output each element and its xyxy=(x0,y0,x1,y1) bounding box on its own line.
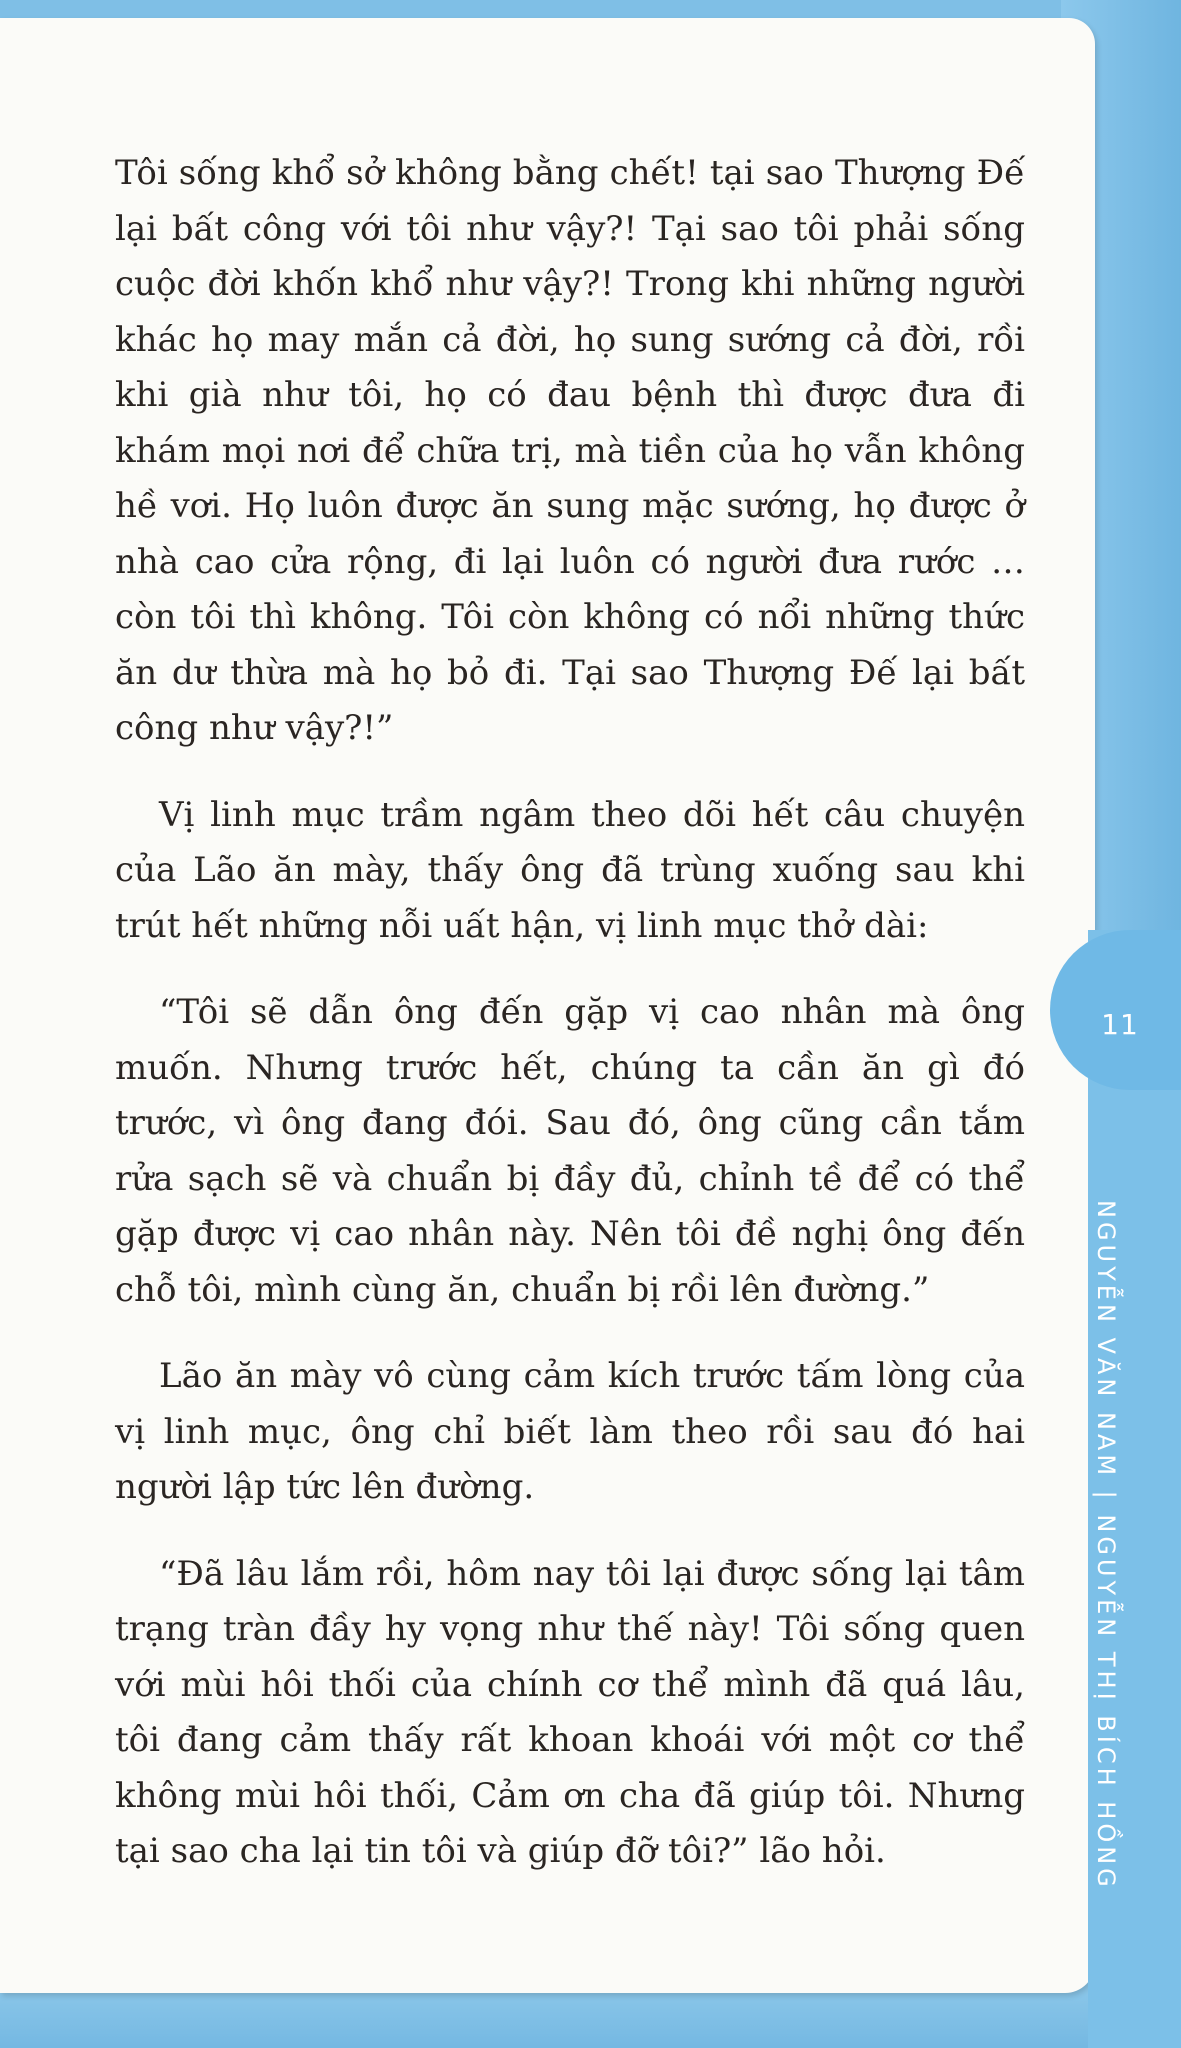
paragraph-2: Vị linh mục trầm ngâm theo dõi hết câu chuyện của Lão ăn mày, thấy ông đã trùng xuống sau khi trút hết những nỗi uất hận, vị linh mục thở dài: xyxy=(115,794,1025,946)
body-text xyxy=(115,146,1025,1911)
page-number: 11 xyxy=(1101,1008,1139,1041)
paragraph-3: “Tôi sẽ dẫn ông đến gặp vị cao nhân mà ông muốn. Nhưng trước hết, chúng ta cần ăn gì đó trước, vì ông đang đói. Sau đó, ông cũng cần tắm rửa sạch sẽ và chuẩn bị đầy đủ, chỉnh tề để có thể gặp được vị cao nhân này. Nên tôi đề nghị ông đến chỗ tôi, mình cùng ăn, chuẩn bị rồi lên đường.” xyxy=(115,992,1025,1310)
paragraph-4: Lão ăn mày vô cùng cảm kích trước tấm lòng của vị linh mục, ông chỉ biết làm theo rồi sau đó hai người lập tức lên đường. xyxy=(115,1356,1025,1507)
authors-text: NGUYỄN VĂN NAM | NGUYỄN THỊ BÍCH HỒNG xyxy=(1092,1200,1120,1891)
book-page xyxy=(0,18,1095,1993)
paragraph-1: Tôi sống khổ sở không bằng chết! tại sao Thượng Đế lại bất công với tôi như vậy?! Tại sao tôi phải sống cuộc đời khốn khổ như vậy?! Trong khi những người khác họ may mắn cả đời, họ sung sướng cả đời, rồi khi già như tôi, họ có đau bệnh thì được đưa đi khám mọi nơi để chữa trị, mà tiền của họ vẫn không hề vơi. Họ luôn được ăn sung mặc sướng, họ được ở nhà cao cửa rộng, đi lại luôn có người đưa rước … còn tôi thì không. Tôi còn không có nổi những thức ăn dư thừa mà họ bỏ đi. Tại sao Thượng Đế lại bất công như vậy?!” xyxy=(115,153,1025,748)
paragraph-5: “Đã lâu lắm rồi, hôm nay tôi lại được sống lại tâm trạng tràn đầy hy vọng như thế này! Tôi sống quen với mùi hôi thối của chính cơ thể mình đã quá lâu, tôi đang cảm thấy rất khoan khoái với một cơ thể không mùi hôi thối, Cảm ơn cha đã giúp tôi. Nhưng tại sao cha lại tin tôi và giúp đỡ tôi?” lão hỏi. xyxy=(115,1553,1025,1871)
